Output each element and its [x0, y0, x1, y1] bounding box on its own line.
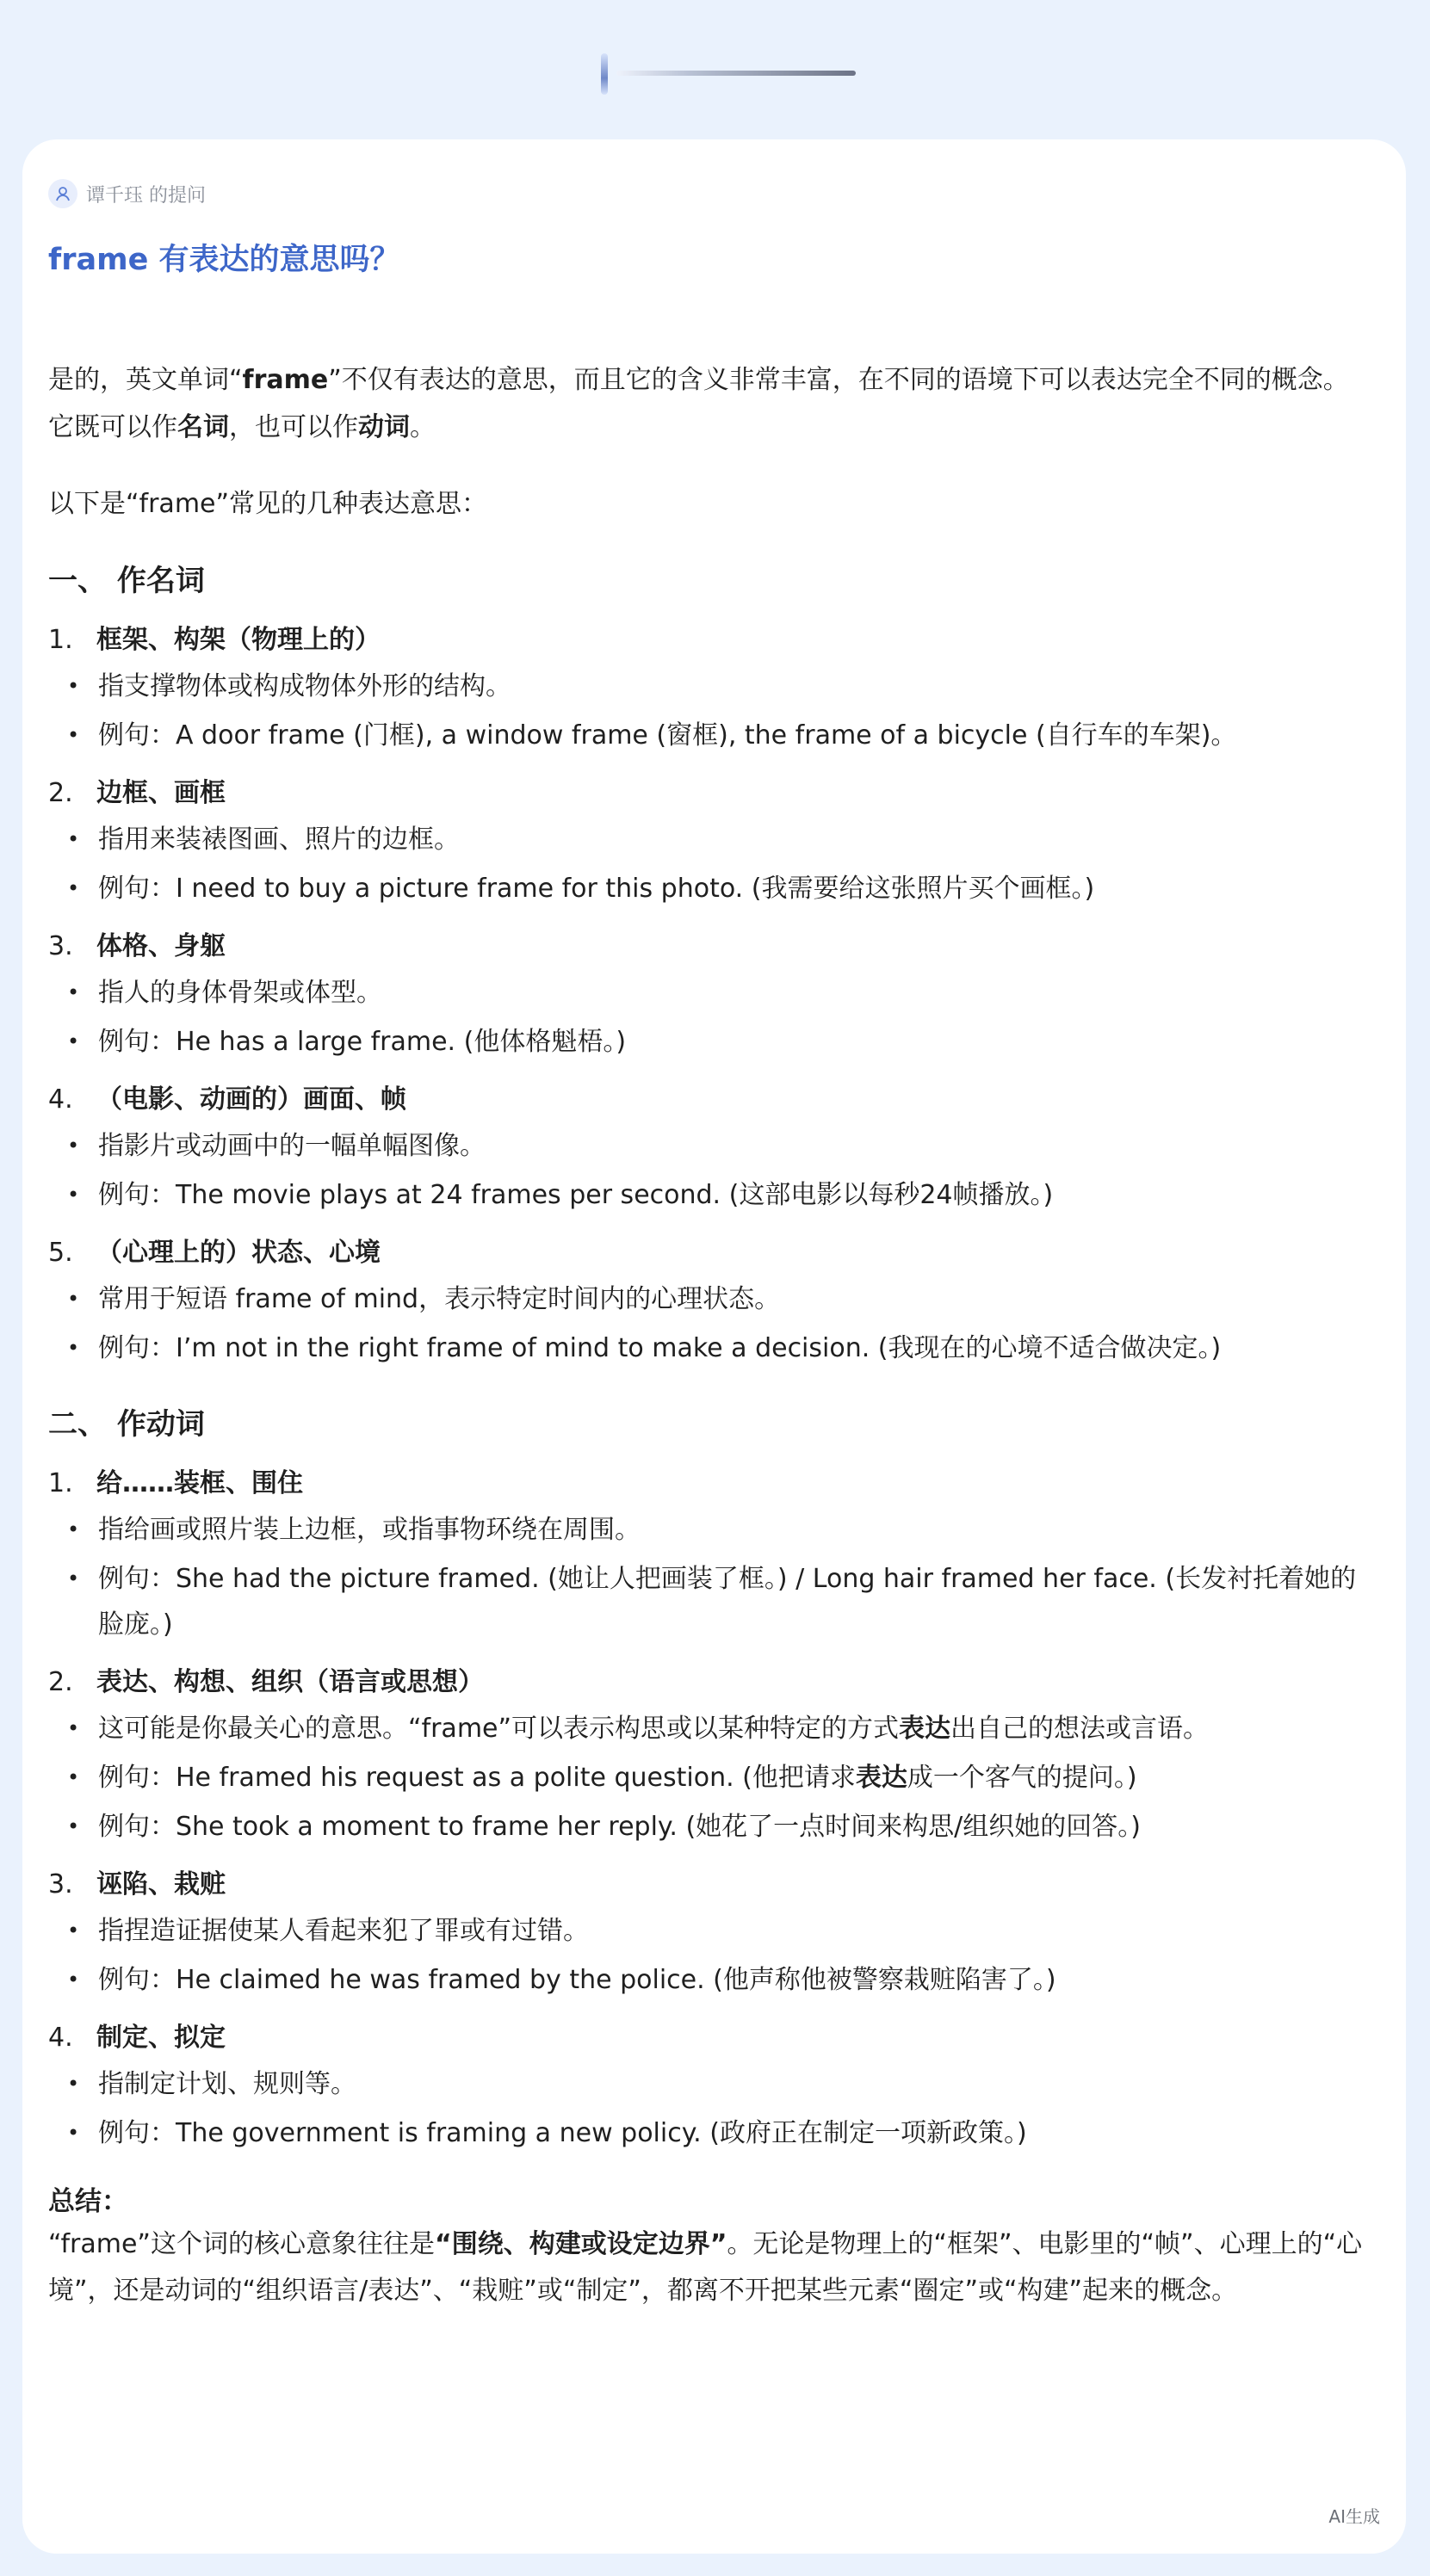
- noun-item: 2. 边框、画框 • 指用来装裱图画、照片的边框。 • 例句：I need to buy a picture frame for this photo. (我需要给这张照片买个画框。): [48, 774, 1368, 911]
- list-item: • 例句：He has a large frame. (他体格魁梧。): [48, 1019, 1368, 1065]
- list-item: • 常用于短语 frame of mind，表示特定时间内的心理状态。: [48, 1276, 1368, 1322]
- list-item: • 这可能是你最关心的意思。“frame”可以表示构思或以某种特定的方式表达出自己的想法或言语。: [48, 1706, 1368, 1751]
- noun-item: 3. 体格、身躯 • 指人的身体骨架或体型。 • 例句：He has a large frame. (他体格魁梧。): [48, 927, 1368, 1065]
- verb-item: 2. 表达、构想、组织（语言或思想） • 这可能是你最关心的意思。“frame”可以表示构思或以某种特定的方式表达出自己的想法或言语。 • 例句：He framed his request as a polite question. (他把请求表达成一个客气的提问。) • 例句：She took a moment to frame her reply. (她花了一点时间来构思/组织她的回答。): [48, 1663, 1368, 1850]
- list-item: • 例句：I need to buy a picture frame for this photo. (我需要给这张照片买个画框。): [48, 866, 1368, 911]
- list-item: • 指支撑物体或构成物体外形的结构。: [48, 664, 1368, 709]
- asker-row: [48, 179, 206, 208]
- logo-icon: [597, 53, 856, 95]
- verb-item: 4. 制定、拟定 • 指制定计划、规则等。 • 例句：The government is framing a new policy. (政府正在制定一项新政策。): [48, 2018, 1368, 2156]
- list-item: • 指人的身体骨架或体型。: [48, 970, 1368, 1016]
- list-item: • 指捏造证据使某人看起来犯了罪或有过错。: [48, 1908, 1368, 1954]
- list-item: • 例句：The movie plays at 24 frames per second. (这部电影以每秒24帧播放。): [48, 1172, 1368, 1218]
- summary-text: “frame”这个词的核心意象往往是“围绕、构建或设定边界”。无论是物理上的“框架”、电影里的“帧”、心理上的“心境”，还是动词的“组织语言/表达”、“栽赃”或“制定”，都离不开把某些元素“圈定”或“构建”起来的概念。: [48, 2229, 1363, 2306]
- section-heading-verb: 二、 作动词: [48, 1407, 205, 1442]
- list-item: • 例句：She had the picture framed. (她让人把画装了框。) / Long hair framed her face. (长发衬托着她的脸庞。): [48, 1556, 1368, 1647]
- intro-list-lead: 以下是“frame”常见的几种表达意思：: [48, 489, 488, 519]
- asker-label: 谭千珏 的提问: [86, 184, 206, 207]
- noun-item: 5. （心理上的）状态、心境 • 常用于短语 frame of mind，表示特定时间内的心理状态。 • 例句：I’m not in the right frame of mind to make a decision. (我现在的心境不适合做决定。): [48, 1233, 1368, 1371]
- ai-generated-badge: AI生成: [1328, 2506, 1380, 2527]
- noun-item: 4. （电影、动画的）画面、帧 • 指影片或动画中的一幅单幅图像。 • 例句：The movie plays at 24 frames per second. (这部电影以每秒24帧播放。): [48, 1080, 1368, 1218]
- list-item: • 指用来装裱图画、照片的边框。: [48, 817, 1368, 862]
- user-icon: [48, 179, 77, 208]
- list-item: • 例句：The government is framing a new policy. (政府正在制定一项新政策。): [48, 2110, 1368, 2156]
- intro-paragraph: 是的，英文单词“frame”不仅有表达的意思，而且它的含义非常丰富，在不同的语境下可以表达完全不同的概念。它既可以作名词，也可以作动词。: [48, 365, 1349, 442]
- answer-card: [22, 139, 1406, 2554]
- list-item: • 例句：She took a moment to frame her reply. (她花了一点时间来构思/组织她的回答。): [48, 1804, 1368, 1850]
- list-item: • 例句：A door frame (门框), a window frame (窗框), the frame of a bicycle (自行车的车架)。: [48, 713, 1368, 758]
- list-item: • 例句：I’m not in the right frame of mind to make a decision. (我现在的心境不适合做决定。): [48, 1325, 1368, 1371]
- list-item: • 指给画或照片装上边框，或指事物环绕在周围。: [48, 1507, 1368, 1553]
- list-item: • 例句：He framed his request as a polite question. (他把请求表达成一个客气的提问。): [48, 1755, 1368, 1801]
- section-heading-noun: 一、 作名词: [48, 564, 205, 598]
- list-item: • 指制定计划、规则等。: [48, 2061, 1368, 2107]
- answer-body: [48, 356, 1368, 2344]
- noun-item: 1. 框架、构架（物理上的） • 指支撑物体或构成物体外形的结构。 • 例句：A door frame (门框), a window frame (窗框), the frame of a bicycle (自行车的车架)。: [48, 621, 1368, 758]
- question-title: frame 有表达的意思吗？: [48, 243, 400, 277]
- verb-item: 3. 诬陷、栽赃 • 指捏造证据使某人看起来犯了罪或有过错。 • 例句：He claimed he was framed by the police. (他声称他被警察栽赃陷害了。): [48, 1865, 1368, 2003]
- summary-label: 总结：: [48, 2186, 128, 2217]
- list-item: • 例句：He claimed he was framed by the police. (他声称他被警察栽赃陷害了。): [48, 1957, 1368, 2003]
- verb-item: 1. 给……装框、围住 • 指给画或照片装上边框，或指事物环绕在周围。 • 例句：She had the picture framed. (她让人把画装了框。) / Long hair framed her face. (长发衬托着她的脸庞。): [48, 1464, 1368, 1647]
- top-bar: [0, 0, 1430, 139]
- list-item: • 指影片或动画中的一幅单幅图像。: [48, 1123, 1368, 1169]
